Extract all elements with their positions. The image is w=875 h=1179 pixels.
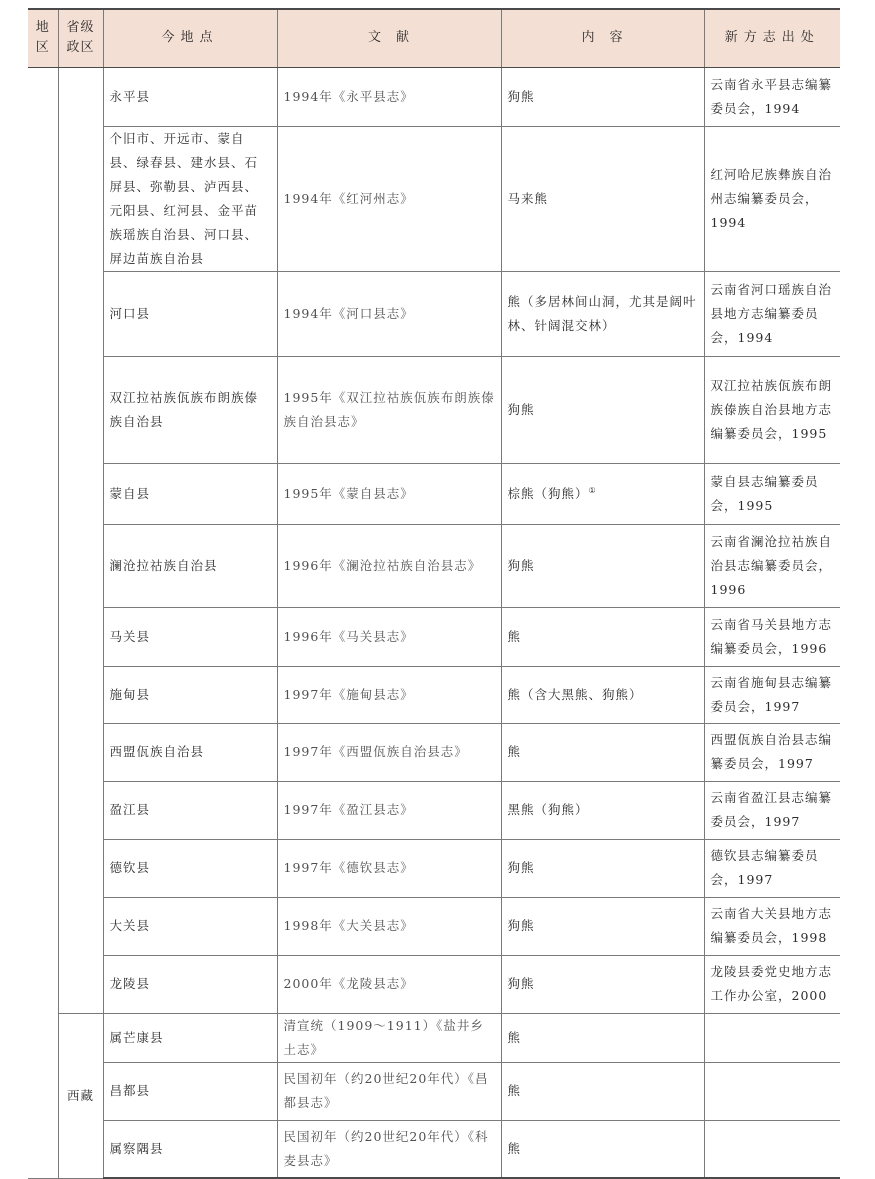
source-cell: 云南省河口瑶族自治县地方志编纂委员会，1994 [704, 271, 840, 356]
table-row [28, 955, 840, 1013]
table-row [28, 1120, 840, 1178]
header-content: 内 容 [501, 9, 704, 67]
content-cell: 狗熊 [501, 839, 704, 897]
literature-cell: 1994年《红河州志》 [277, 126, 501, 271]
source-cell: 云南省永平县志编纂委员会，1994 [704, 67, 840, 126]
content-cell: 熊 [501, 723, 704, 781]
literature-cell: 1994年《永平县志》 [277, 67, 501, 126]
place-cell: 属察隅县 [103, 1120, 277, 1178]
literature-cell: 民国初年（约20世纪20年代）《昌都县志》 [277, 1062, 501, 1120]
literature-cell: 1995年《双江拉祜族佤族布朗族傣族自治县志》 [277, 356, 501, 463]
province-cell-continued [58, 67, 103, 1013]
content-cell: 熊 [501, 607, 704, 666]
source-cell: 蒙自县志编纂委员会，1995 [704, 463, 840, 524]
literature-cell: 1997年《盈江县志》 [277, 781, 501, 839]
place-cell: 施甸县 [103, 666, 277, 723]
table-row [28, 839, 840, 897]
region-cell [28, 67, 58, 1178]
source-cell: 云南省澜沧拉祜族自治县志编纂委员会，1996 [704, 524, 840, 607]
content-cell: 熊 [501, 1013, 704, 1062]
literature-cell: 民国初年（约20世纪20年代）《科麦县志》 [277, 1120, 501, 1178]
content-cell: 熊 [501, 1120, 704, 1178]
place-cell: 盈江县 [103, 781, 277, 839]
literature-cell: 2000年《龙陵县志》 [277, 955, 501, 1013]
header-row [28, 9, 840, 67]
literature-cell: 1998年《大关县志》 [277, 897, 501, 955]
table-row [28, 67, 840, 126]
literature-cell: 1997年《西盟佤族自治县志》 [277, 723, 501, 781]
header-region: 地区 [28, 9, 58, 67]
place-cell: 昌都县 [103, 1062, 277, 1120]
table-row [28, 897, 840, 955]
content-cell: 狗熊 [501, 897, 704, 955]
source-cell: 云南省大关县地方志编纂委员会，1998 [704, 897, 840, 955]
place-cell: 西盟佤族自治县 [103, 723, 277, 781]
header-province: 省级政区 [58, 9, 103, 67]
place-cell: 蒙自县 [103, 463, 277, 524]
table-row [28, 126, 840, 271]
source-cell: 西盟佤族自治县志编纂委员会，1997 [704, 723, 840, 781]
table-row [28, 271, 840, 356]
table-row [28, 723, 840, 781]
place-cell: 河口县 [103, 271, 277, 356]
content-cell: 狗熊 [501, 67, 704, 126]
place-cell: 双江拉祜族佤族布朗族傣族自治县 [103, 356, 277, 463]
place-cell: 大关县 [103, 897, 277, 955]
literature-cell: 1996年《马关县志》 [277, 607, 501, 666]
source-cell: 红河哈尼族彝族自治州志编纂委员会，1994 [704, 126, 840, 271]
literature-cell: 1997年《德钦县志》 [277, 839, 501, 897]
place-cell: 德钦县 [103, 839, 277, 897]
table-row [28, 1062, 840, 1120]
content-cell: 狗熊 [501, 955, 704, 1013]
source-cell: 云南省施甸县志编纂委员会，1997 [704, 666, 840, 723]
literature-cell: 1997年《施甸县志》 [277, 666, 501, 723]
source-cell: 龙陵县委党史地方志工作办公室，2000 [704, 955, 840, 1013]
table-container [28, 8, 840, 1179]
content-cell: 熊（多居林间山洞，尤其是阔叶林、针阔混交林） [501, 271, 704, 356]
literature-cell: 1994年《河口县志》 [277, 271, 501, 356]
literature-cell: 清宣统（1909～1911）《盐井乡土志》 [277, 1013, 501, 1062]
source-cell: 德钦县志编纂委员会，1997 [704, 839, 840, 897]
table-row [28, 356, 840, 463]
literature-cell: 1995年《蒙自县志》 [277, 463, 501, 524]
source-cell [704, 1120, 840, 1178]
table-row [28, 1013, 840, 1062]
header-literature: 文 献 [277, 9, 501, 67]
table-row [28, 666, 840, 723]
place-cell: 属芒康县 [103, 1013, 277, 1062]
place-cell: 个旧市、开远市、蒙自县、绿春县、建水县、石屏县、弥勒县、泸西县、元阳县、红河县、金平苗族瑶族自治县、河口县、屏边苗族自治县 [103, 126, 277, 271]
content-cell: 黑熊（狗熊） [501, 781, 704, 839]
table-row [28, 524, 840, 607]
header-source: 新方志出处 [704, 9, 840, 67]
literature-cell: 1996年《澜沧拉祜族自治县志》 [277, 524, 501, 607]
content-cell: 熊（含大黑熊、狗熊） [501, 666, 704, 723]
header-place: 今地点 [103, 9, 277, 67]
footnote-marker: ① [588, 485, 597, 495]
place-cell: 龙陵县 [103, 955, 277, 1013]
content-cell: 狗熊 [501, 524, 704, 607]
table-row [28, 463, 840, 524]
content-text: 棕熊（狗熊） [507, 485, 589, 501]
table-row [28, 607, 840, 666]
source-cell [704, 1013, 840, 1062]
content-cell [501, 463, 704, 524]
source-cell: 云南省马关县地方志编纂委员会，1996 [704, 607, 840, 666]
content-cell: 熊 [501, 1062, 704, 1120]
source-cell [704, 1062, 840, 1120]
place-cell: 马关县 [103, 607, 277, 666]
source-cell: 双江拉祜族佤族布朗族傣族自治县地方志编纂委员会，1995 [704, 356, 840, 463]
table-row [28, 781, 840, 839]
place-cell: 澜沧拉祜族自治县 [103, 524, 277, 607]
place-cell: 永平县 [103, 67, 277, 126]
province-cell: 西藏 [58, 1013, 103, 1178]
bear-records-table [28, 8, 840, 1179]
source-cell: 云南省盈江县志编纂委员会，1997 [704, 781, 840, 839]
content-cell: 马来熊 [501, 126, 704, 271]
content-cell: 狗熊 [501, 356, 704, 463]
